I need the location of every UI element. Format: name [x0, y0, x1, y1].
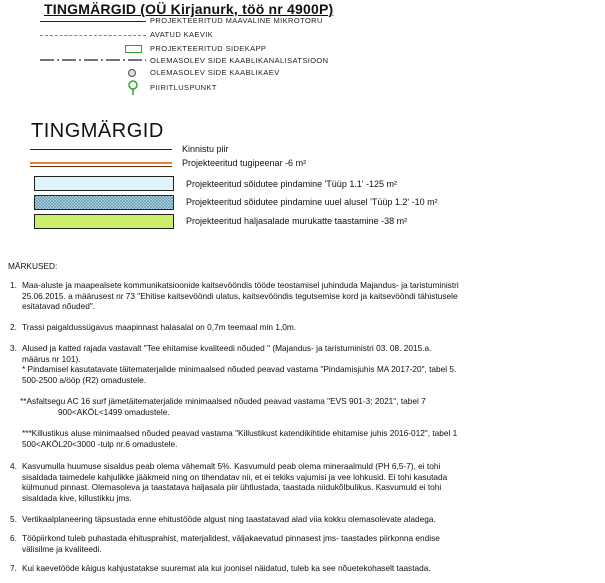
top-legend-item-label: OLEMASOLEV SIDE KAABLIKANALISATSIOON	[150, 56, 329, 65]
remark-item	[20, 396, 426, 417]
top-legend-item-label: PIIRITLUSPUNKT	[150, 83, 217, 92]
remark-item	[22, 428, 457, 449]
remark-line: 500-2500 a/ööp (R2) omadustele.	[22, 374, 147, 385]
remark-line: Trassi paigaldussügavus maapinnast halasalal on 0,7m teemaal min 1,0m.	[22, 322, 297, 332]
remark-item	[10, 343, 456, 385]
remark-number: 2.	[10, 322, 17, 332]
remark-line: Kui kaevetööde käigus kahjustatakse suuremat ala kui joonisel näidatud, tuleb ka see nõuetekohaselt taastada.	[22, 563, 431, 573]
open-trench-line-symbol	[40, 35, 146, 36]
remark-line: 25.06.2015. a määrusest nr 73 "Ehitise kaitsevööndi ulatus, kaitsevööndis tegutsemise kord ja kaitsevööndi tähistusele	[22, 290, 458, 301]
legend-item-label: Projekteeritud tugipeenar -6 m²	[182, 158, 307, 168]
cable-well-circle-icon	[127, 68, 137, 78]
top-legend-title: TINGMÄRGID (OÜ Kirjanurk, töö nr 4900P)	[44, 1, 334, 17]
remark-item	[10, 514, 436, 525]
remark-line: külmunud pinnast. Olemasoleva ja taastatava haljasala piir ühtlustada, taastada niidukõlbulikus. Kasvumuld ei tohi	[22, 482, 442, 493]
remark-item	[10, 461, 447, 503]
remark-item	[10, 322, 296, 333]
top-legend-item-label: AVATUD KAEVIK	[150, 30, 214, 39]
remark-line: Vertikaalplaneering täpsustada enne ehitustööde algust ning taastatavad alad viia kokku olemasolevate aladega.	[22, 514, 436, 524]
remark-line: ***Killustikus aluse minimaalsed nõuded peavad vastama "Killustikust katendikihtide ehitamise juhis 2016-012", tabel 1	[22, 428, 458, 438]
remark-line: välisilme ja kvaliteedi.	[22, 543, 102, 554]
top-legend-item-label: PROJEKTEERITUD MAAVALINE MIKROTORU	[150, 16, 323, 25]
micro-duct-line-symbol	[40, 21, 146, 22]
remark-number: 7.	[10, 563, 17, 573]
remark-line: * Pindamisel kasutatavate täitematerjalide minimaalsed nõuded peavad vastama "Pindamisjuhis MA 2017-20", tabel 5.	[22, 364, 457, 375]
lawn-restoration-swatch	[34, 214, 174, 229]
surface-dressing-type-1-2-swatch	[34, 195, 174, 210]
remark-line: 900<AKÖL<1499 omadustele.	[58, 406, 170, 417]
top-legend-item-label: OLEMASOLEV SIDE KAABLIKAEV	[150, 68, 280, 77]
cable-duct-line-symbol	[40, 57, 146, 63]
remark-number: 3.	[10, 343, 17, 353]
remark-line: määrus nr 101).	[22, 353, 81, 364]
cabinet-rect-symbol	[125, 45, 142, 53]
remark-number: 1.	[10, 280, 17, 290]
remark-line: **Asfaltsegu AC 16 surf jämetäitematerjalide minimaalsed nõuded peavad vastama "EVS 901-3; 2021", tabel 7	[20, 396, 426, 406]
remark-line: Maa-aluste ja maapealsete kommunikatsioonide kaitsevööndis tööde teostamisel juhinduda Majandus- ja taristuministri	[22, 280, 459, 290]
remark-number: 6.	[10, 533, 17, 543]
remark-number: 5.	[10, 514, 17, 524]
legend-item-label: Kinnistu piir	[182, 144, 229, 154]
remark-line: Kasvumulla huumuse sisaldus peab olema vähemalt 5%. Kasvumuld peab olema mineraalmuld (PH 6,5-7), ei tohi	[22, 461, 441, 471]
surface-dressing-type-1-1-swatch	[34, 176, 174, 191]
remark-number: 4.	[10, 461, 17, 471]
property-boundary-line-symbol	[30, 149, 172, 150]
remark-line: Tööpiirkond tuleb puhastada ehitusprahist, materjalidest, väljakaevatud pinnasest jms- taastades piirkonna endise	[22, 533, 440, 543]
legend-item-label: Projekteeritud sõidutee pindamine 'Tüüp 1.1' -125 m²	[186, 179, 398, 189]
top-legend-item-label: PROJEKTEERITUD SIDEKAPP	[150, 44, 267, 53]
legend-title: TINGMÄRGID	[31, 120, 164, 142]
legend-item-label: Projekteeritud haljasalade murukatte taastamine -38 m²	[186, 216, 408, 226]
legend-item-label: Projekteeritud sõidutee pindamine uuel alusel 'Tüüp 1.2' -10 m²	[186, 197, 438, 207]
boundary-point-pin-icon	[127, 80, 139, 96]
remark-line: sisaldada taimedele kahjulikke jääkmeid ning on tihendatav nii, et ei tekiks vajumisi ja vee lohkusid. Ei tohi kasutada	[22, 471, 448, 482]
remark-line: Alused ja katted rajada vastavalt "Tee ehitamise kvaliteedi nõuded " (Majandus- ja taristuministri 03. 08. 2015.a.	[22, 343, 432, 353]
remarks-heading: MÄRKUSED:	[8, 261, 58, 271]
remark-line: sisaldada kive, killustikku jms.	[22, 492, 132, 503]
remark-item	[10, 533, 440, 554]
remark-item	[10, 280, 459, 312]
remark-item	[10, 563, 431, 574]
remark-line: esitatavad nõuded".	[22, 301, 96, 312]
support-shoulder-line-symbol	[30, 162, 172, 167]
remark-line: 500<AKÖL20<3000 -tulp nr.6 omadustele.	[22, 438, 178, 449]
